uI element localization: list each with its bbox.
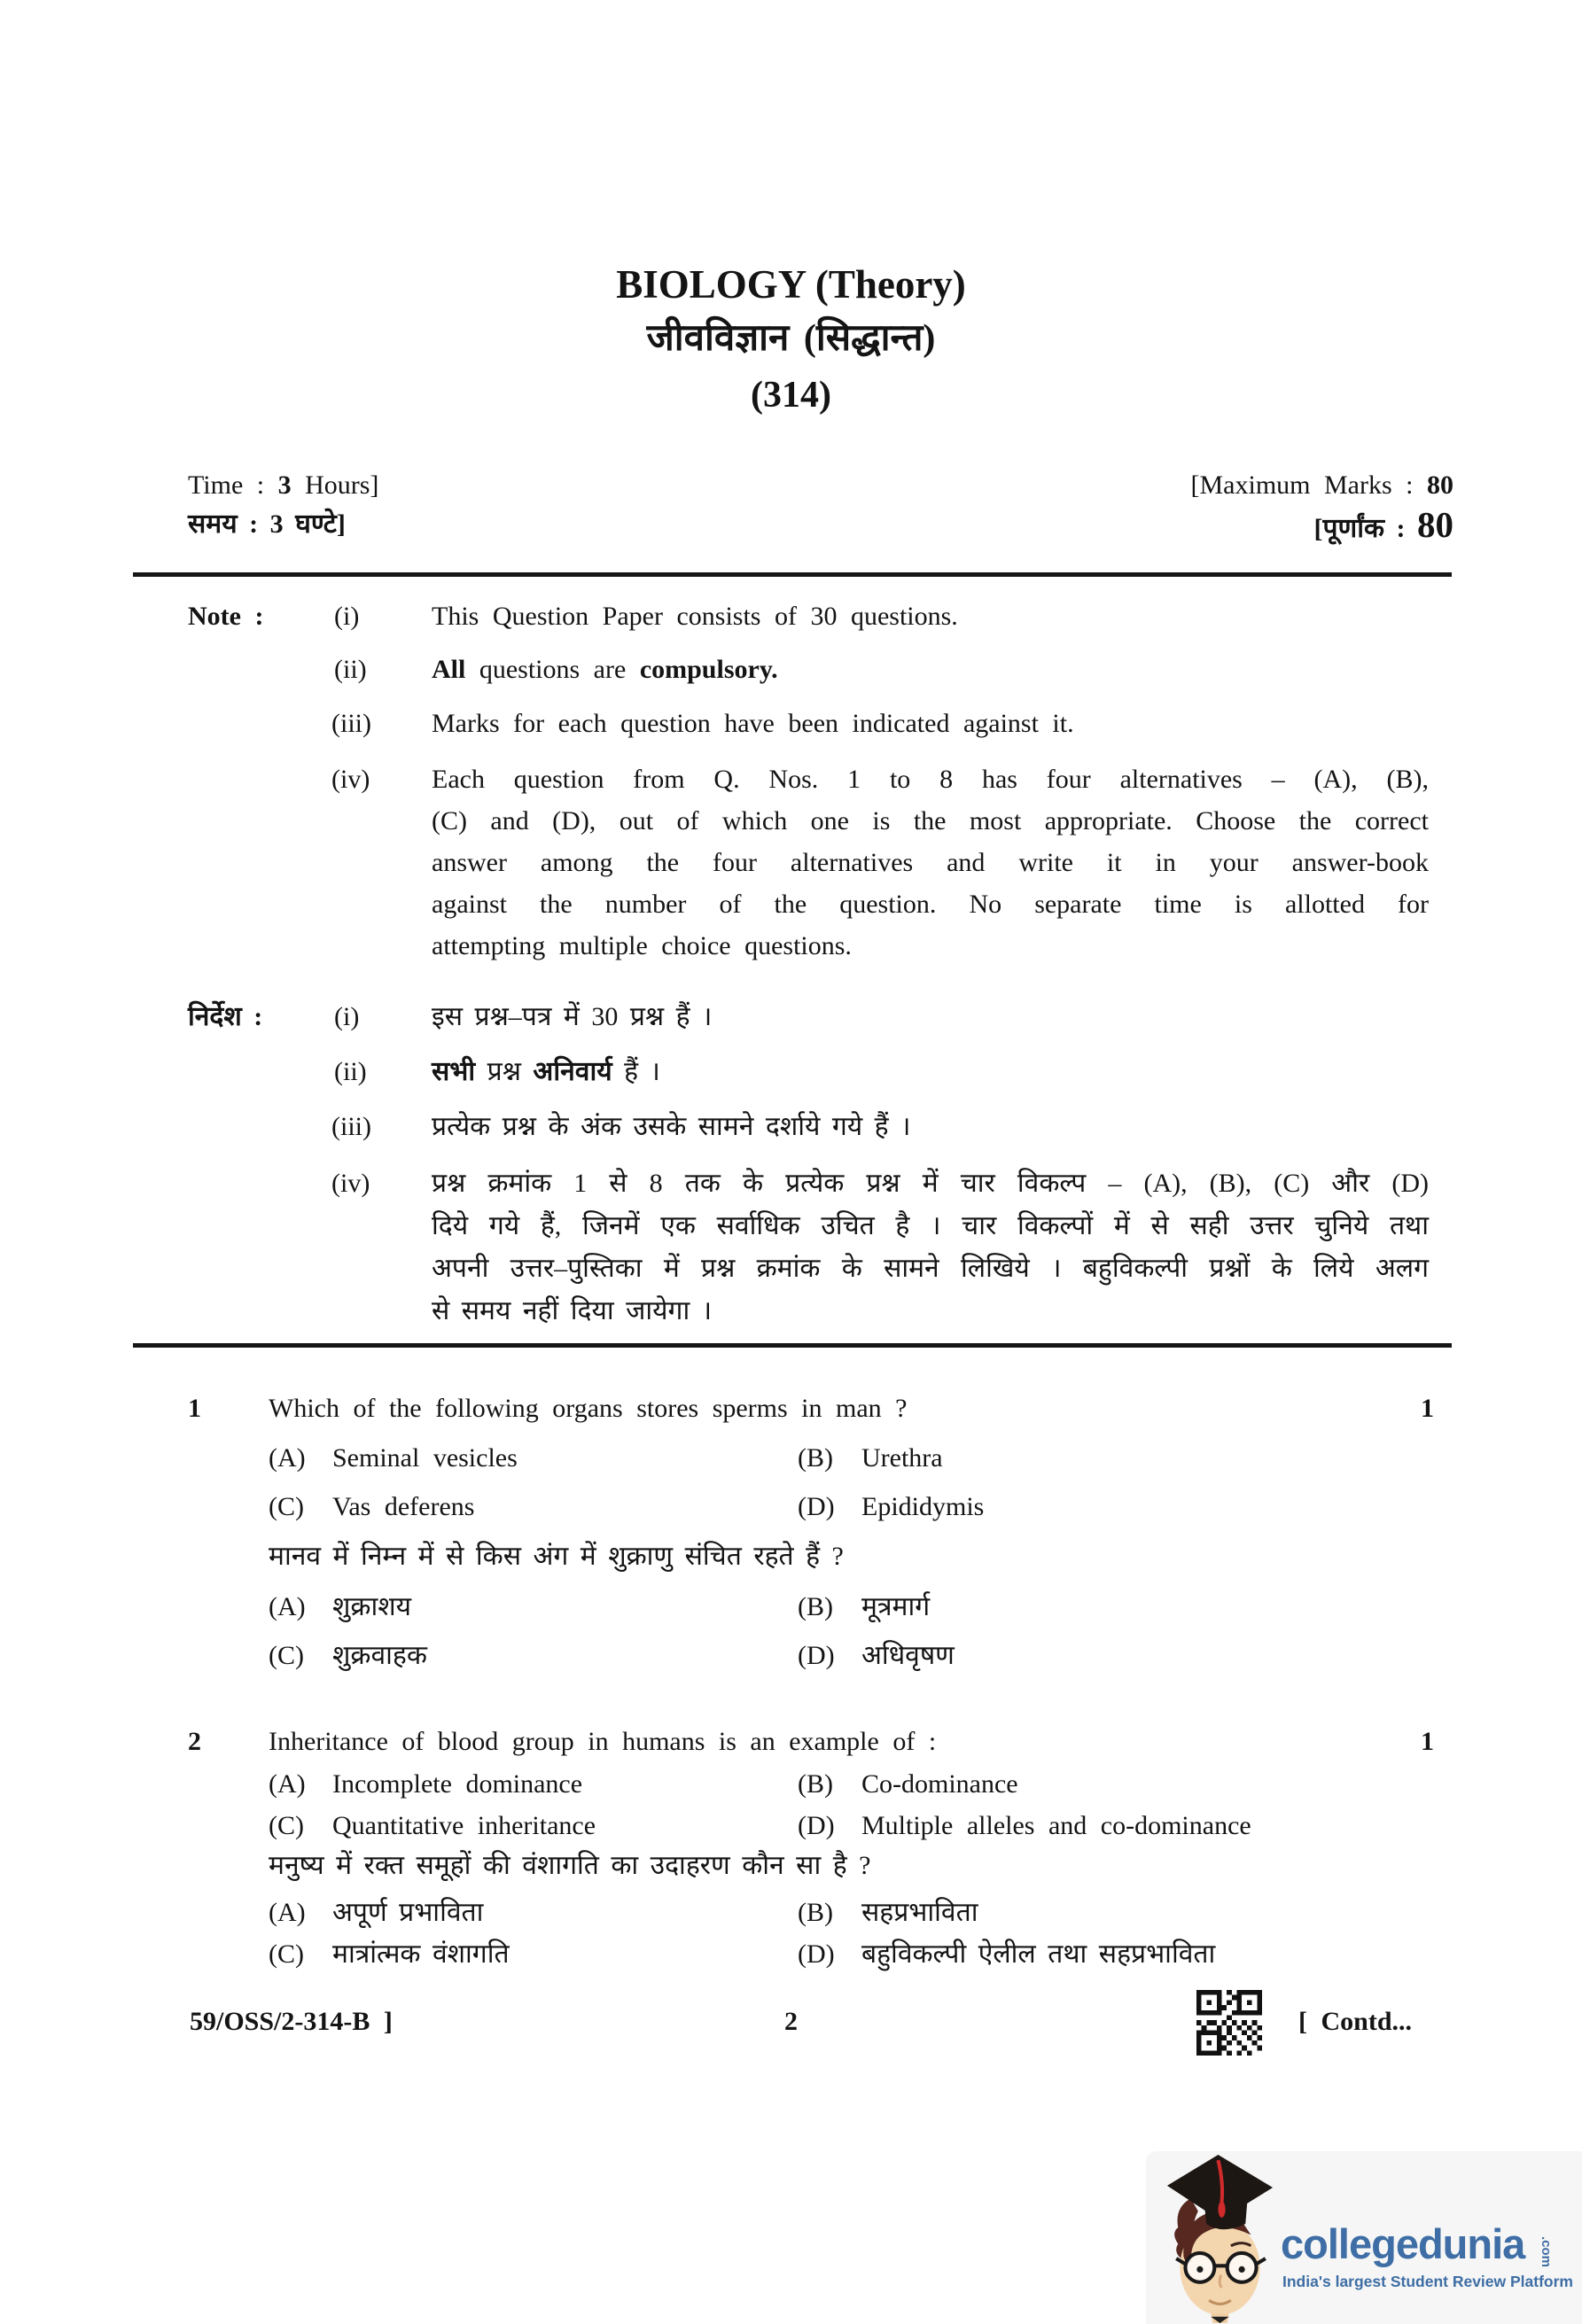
option-text: शुक्रवाहक bbox=[332, 1641, 427, 1670]
option-text: Epididymis bbox=[861, 1492, 985, 1521]
note-plain-word: हैं । bbox=[612, 1057, 660, 1086]
option-d bbox=[798, 1808, 1251, 1844]
option-a-hindi bbox=[269, 1589, 411, 1625]
option-text: बहुविकल्पी ऐलील तथा सहप्रभाविता bbox=[861, 1939, 1216, 1969]
contd-label: [ Contd... bbox=[1298, 2007, 1413, 2036]
qr-code-svg bbox=[1196, 1990, 1262, 2056]
option-c-hindi bbox=[269, 1638, 427, 1674]
note-item-text: प्रत्येक प्रश्न के अंक उसके सामने दर्शाये गये हैं । bbox=[432, 1112, 911, 1141]
option-label: (C) bbox=[269, 1939, 304, 1969]
option-label: (B) bbox=[798, 1592, 833, 1621]
option-text: Urethra bbox=[861, 1443, 943, 1473]
mascot-icon bbox=[1158, 2155, 1282, 2323]
option-text: मात्रांत्मक वंशागति bbox=[332, 1939, 510, 1969]
page-title-hindi: जीवविज्ञान (सिद्धान्त) bbox=[646, 318, 936, 359]
question-number: 1 bbox=[188, 1394, 201, 1423]
option-d-hindi bbox=[798, 1937, 1215, 1972]
option-label: (D) bbox=[798, 1811, 835, 1840]
option-label: (D) bbox=[798, 1641, 835, 1670]
option-a-hindi bbox=[269, 1895, 483, 1931]
brand-tagline: India's largest Student Review Platform bbox=[1282, 2273, 1573, 2290]
option-a bbox=[269, 1767, 582, 1802]
option-d bbox=[798, 1489, 984, 1525]
option-a bbox=[269, 1441, 518, 1476]
brand-domain-suffix: .com bbox=[1539, 2236, 1554, 2268]
option-text: Co-dominance bbox=[861, 1769, 1018, 1799]
option-label: (D) bbox=[798, 1492, 835, 1521]
option-label: (A) bbox=[269, 1898, 306, 1927]
option-label: (C) bbox=[269, 1641, 304, 1670]
note-item-num: (iii) bbox=[331, 1112, 371, 1141]
option-text: सहप्रभाविता bbox=[861, 1898, 978, 1927]
option-text: अपूर्ण प्रभाविता bbox=[332, 1898, 484, 1927]
note-item-num: (ii) bbox=[334, 1057, 367, 1086]
marks-value: 80 bbox=[1427, 470, 1453, 500]
note-bold-word: सभी bbox=[432, 1057, 476, 1086]
time-allowed bbox=[188, 468, 378, 503]
note-bold-word: compulsory. bbox=[639, 655, 778, 684]
brand-name: collegedunia bbox=[1281, 2220, 1525, 2267]
note-plain-word: प्रश्न bbox=[475, 1057, 534, 1086]
qr-code-icon bbox=[1196, 1990, 1262, 2056]
option-d-hindi bbox=[798, 1638, 955, 1674]
time-allowed-hindi: समय : 3 घण्टे] bbox=[188, 509, 346, 539]
note-bold-word: All bbox=[432, 655, 466, 684]
question-text-hindi: मनुष्य में रक्त समूहों की वंशागति का उदाहरण कौन सा है ? bbox=[269, 1851, 871, 1880]
option-c bbox=[269, 1808, 596, 1844]
paper-id: 59/OSS/2-314-B ] bbox=[190, 2007, 393, 2036]
option-label: (B) bbox=[798, 1769, 833, 1799]
note-item-num: (i) bbox=[334, 1002, 360, 1031]
option-b bbox=[798, 1441, 943, 1476]
option-text: मूत्रमार्ग bbox=[861, 1592, 931, 1621]
note-item-num: (iii) bbox=[331, 709, 371, 738]
option-text: Incomplete dominance bbox=[332, 1769, 583, 1799]
option-text: Seminal vesicles bbox=[332, 1443, 518, 1473]
note-item-num: (iv) bbox=[331, 1169, 370, 1198]
note-item-num: (iv) bbox=[331, 765, 370, 794]
page-title: BIOLOGY (Theory) bbox=[616, 262, 966, 307]
page-number: 2 bbox=[784, 2007, 798, 2036]
note-item-text: इस प्रश्न–पत्र में 30 प्रश्न हैं । bbox=[432, 1002, 713, 1031]
option-label: (B) bbox=[798, 1898, 833, 1927]
note-item-text bbox=[432, 652, 778, 688]
option-label: (C) bbox=[269, 1811, 304, 1840]
note-item-num: (i) bbox=[334, 602, 360, 631]
option-label: (D) bbox=[798, 1939, 835, 1969]
question-text: Which of the following organs stores sperms in man ? bbox=[269, 1394, 908, 1423]
option-b-hindi bbox=[798, 1589, 930, 1625]
question-text-hindi: मानव में निम्न में से किस अंग में शुक्राणु संचित रहते हैं ? bbox=[269, 1542, 844, 1571]
option-text: Quantitative inheritance bbox=[332, 1811, 596, 1840]
option-c bbox=[269, 1489, 474, 1525]
note-label-hindi: निर्देश : bbox=[188, 1002, 263, 1031]
horizontal-rule-questions bbox=[133, 1343, 1452, 1348]
note-item-line: अपनी उत्तर–पुस्तिका में प्रश्न क्रमांक के सामने लिखिये । बहुविकल्पी प्रश्नों के लिये अलग bbox=[432, 1254, 1429, 1283]
time-unit: Hours] bbox=[291, 470, 379, 500]
option-label: (A) bbox=[269, 1592, 306, 1621]
option-b-hindi bbox=[798, 1895, 978, 1931]
time-label: Time : bbox=[188, 470, 278, 500]
question-marks: 1 bbox=[1421, 1394, 1434, 1423]
marks-value-hindi: 80 bbox=[1417, 504, 1453, 545]
note-plain-word: questions are bbox=[465, 655, 640, 684]
maximum-marks bbox=[886, 468, 1453, 503]
option-label: (A) bbox=[269, 1769, 306, 1799]
question-number: 2 bbox=[188, 1727, 201, 1756]
option-text: अधिवृषण bbox=[861, 1641, 955, 1670]
note-item-line: प्रश्न क्रमांक 1 से 8 तक के प्रत्येक प्रश्न में चार विकल्प – (A), (B), (C) और (D) bbox=[432, 1169, 1429, 1198]
option-text: Multiple alleles and co-dominance bbox=[861, 1811, 1251, 1840]
note-bold-word: अनिवार्य bbox=[533, 1057, 612, 1086]
note-item-line: दिये गये हैं, जिनमें एक सर्वाधिक उचित है । चार विकल्पों में से सही उत्तर चुनिये तथा bbox=[432, 1211, 1429, 1240]
note-item-text bbox=[432, 1054, 660, 1090]
note-item-text: This Question Paper consists of 30 questions. bbox=[432, 602, 958, 631]
collegedunia-logo bbox=[1146, 2151, 1582, 2324]
paper-code: (314) bbox=[751, 375, 831, 416]
note-item-num: (ii) bbox=[334, 655, 367, 684]
marks-label: [Maximum Marks : bbox=[1190, 470, 1427, 500]
horizontal-rule-top bbox=[133, 572, 1452, 577]
note-item-line: against the number of the question. No separate time is allotted for bbox=[432, 890, 1429, 919]
option-c-hindi bbox=[269, 1937, 510, 1972]
note-label: Note : bbox=[188, 602, 264, 631]
question-marks: 1 bbox=[1421, 1727, 1434, 1756]
option-label: (C) bbox=[269, 1492, 304, 1521]
maximum-marks-hindi bbox=[886, 504, 1453, 547]
time-value: 3 bbox=[277, 470, 292, 500]
note-item-line: attempting multiple choice questions. bbox=[432, 931, 852, 960]
note-item-line: Each question from Q. Nos. 1 to 8 has four alternatives – (A), (B), bbox=[432, 765, 1429, 794]
marks-label-hindi: [पूर्णांक : bbox=[1313, 514, 1417, 543]
option-text: शुक्राशय bbox=[332, 1592, 412, 1621]
option-b bbox=[798, 1767, 1018, 1802]
option-label: (A) bbox=[269, 1443, 306, 1473]
note-item-line: answer among the four alternatives and write it in your answer-book bbox=[432, 848, 1429, 877]
option-label: (B) bbox=[798, 1443, 833, 1473]
option-text: Vas deferens bbox=[332, 1492, 475, 1521]
note-item-text: Marks for each question have been indicated against it. bbox=[432, 709, 1074, 738]
note-item-line: (C) and (D), out of which one is the most appropriate. Choose the correct bbox=[432, 806, 1429, 836]
question-text: Inheritance of blood group in humans is an example of : bbox=[269, 1727, 937, 1756]
note-item-line: से समय नहीं दिया जायेगा । bbox=[432, 1296, 713, 1325]
